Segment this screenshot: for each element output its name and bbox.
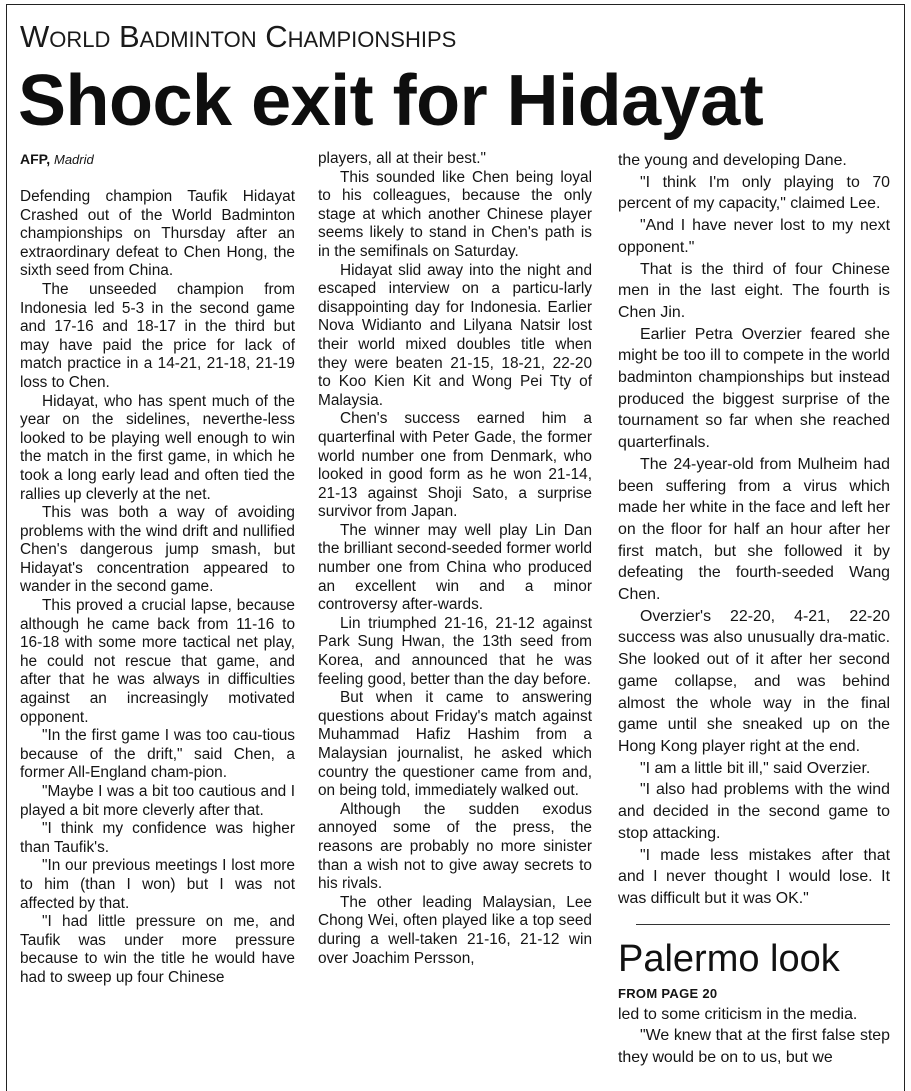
byline [20,150,295,169]
article-column-1 [20,150,295,1091]
paragraph: Hidayat slid away into the night and escaped interview on a particu-larly disappointing day for Indonesia. Earlier Nova Widianto and Lilyana Natsir lost their world mixed doubles title when they were beaten 21-15, 18-21, 22-20 to Koo Kien Kit and Wong Pei Tty of Malaysia. [318,261,592,409]
byline-city: Madrid [53,152,94,167]
paragraph: "In our previous meetings I lost more to him (than I won) but I was not affected by that. [20,857,295,912]
paragraph: "In the first game I was too cau-tious because of the drift," said Chen, a former All-England cham-pion. [20,727,295,782]
section-kicker: World Badminton Championships [20,19,457,54]
article-headline: Shock exit for Hidayat [18,61,764,141]
paragraph: the young and developing Dane. [618,152,847,169]
paragraph: "And I have never lost to my next opponent." [618,217,890,256]
article-column-2 [318,150,592,1091]
paragraph: led to some criticism in the media. [618,1005,858,1023]
paragraph: This sounded like Chen being loyal to his colleagues, because the only stage at which another Chinese player seems likely to stand in Chen's path is in the semifinals on Saturday. [318,168,592,260]
paragraph: The winner may well play Lin Dan the brilliant second-seeded former world number one from China who produced an excellent win and a minor controversy after-wards. [318,521,592,614]
paragraph: Defending champion Taufik Hidayat Crashed out of the World Badminton championships on Thursday after an extraordinary defeat to Chen Hong, the sixth seed from China. [20,188,295,280]
continuation-label: FROM PAGE 20 [618,985,718,1001]
paragraph: "I think I'm only playing to 70 percent of my capacity," claimed Lee. [618,173,890,213]
paragraph: "I made less mistakes after that and I never thought I would lose. It was difficult but it was OK." [618,846,890,907]
story-divider [636,924,890,925]
paragraph: This was both a way of avoiding problems with the wind drift and nullified Chen's dangerous jump smash, but Hidayat's concentration appeared to wander in the second game. [20,504,295,596]
paragraph: Overzier's 22-20, 4-21, 22-20 success was also unusually dra-matic. She looked out of it after her second game collapse, and was behind almost the whole way in the final game until she sneaked up on the Hong Kong player right at the end. [618,607,890,755]
article-column-3 [618,150,890,1091]
paragraph: "I also had problems with the wind and decided in the second game to stop attacking. [618,781,890,842]
byline-agency: AFP, [20,151,51,167]
paragraph: Lin triumphed 21-16, 21-12 against Park Sung Hwan, the 13th seed from Korea, and announced that he was feeling good, better than the day before. [318,614,592,688]
top-rule [6,4,905,5]
sub-story-headline: Palermo look [618,937,840,980]
paragraph: "I think my confidence was higher than Taufik's. [20,820,295,856]
paragraph: But when it came to answering questions about Friday's match against Muhammad Hafiz Hashim from a Malaysian journalist, he asked which country the questioner came from and, on being told, immediately walked out. [318,689,592,800]
paragraph: That is the third of four Chinese men in the last eight. The fourth is Chen Jin. [618,260,890,321]
paragraph: Chen's success earned him a quarterfinal with Peter Gade, the former world number one from Denmark, who looked in good form as he won 21-14, 21-13 against Shoji Sato, a surprise survivor from Japan. [318,410,592,521]
paragraph: The 24-year-old from Mulheim had been suffering from a virus which made her white in the face and left her on the floor for half an hour after her first match, but she followed it by defeating the fourth-seeded Wang Chen. [618,455,890,604]
left-rule [6,4,7,1091]
paragraph: "I had little pressure on me, and Taufik was under more pressure because to win the title he would have had to sweep up four Chinese [20,913,295,986]
paragraph: Hidayat, who has spent much of the year on the sidelines, neverthe-less looked to be playing well enough to win the match in the first game, in which he took a long early lead and often tied the rallies up cleverly at the net. [20,392,295,503]
paragraph: players, all at their best." [318,150,486,167]
paragraph: This proved a crucial lapse, because although he came back from 11-16 to 16-18 with some more tactical net play, he could not rescue that game, and after that he was always in difficulties against an increasingly motivated opponent. [20,597,295,726]
paragraph: "We knew that at the first false step they would be on to us, but we [618,1027,890,1067]
paragraph: Although the sudden exodus annoyed some of the press, the reasons are probably no more sinister than a wish not to give away secrets to his rivals. [318,800,592,893]
paragraph: Earlier Petra Overzier feared she might be too ill to compete in the world badminton championships but instead produced the biggest surprise of the tournament so far when she reached quarterfinals. [618,325,890,452]
paragraph: "Maybe I was a bit too cautious and I played a bit more cleverly after that. [20,783,295,819]
right-rule [904,4,905,1091]
paragraph: The unseeded champion from Indonesia led 5-3 in the second game and 17-16 and 18-17 in the third but may have paid the price for lack of match practice in a 14-21, 21-18, 21-19 loss to Chen. [20,280,295,391]
paragraph: The other leading Malaysian, Lee Chong Wei, often played like a top seed during a well-taken 21-16, 21-12 win over Joachim Persson, [318,893,592,967]
paragraph: "I am a little bit ill," said Overzier. [640,759,871,777]
